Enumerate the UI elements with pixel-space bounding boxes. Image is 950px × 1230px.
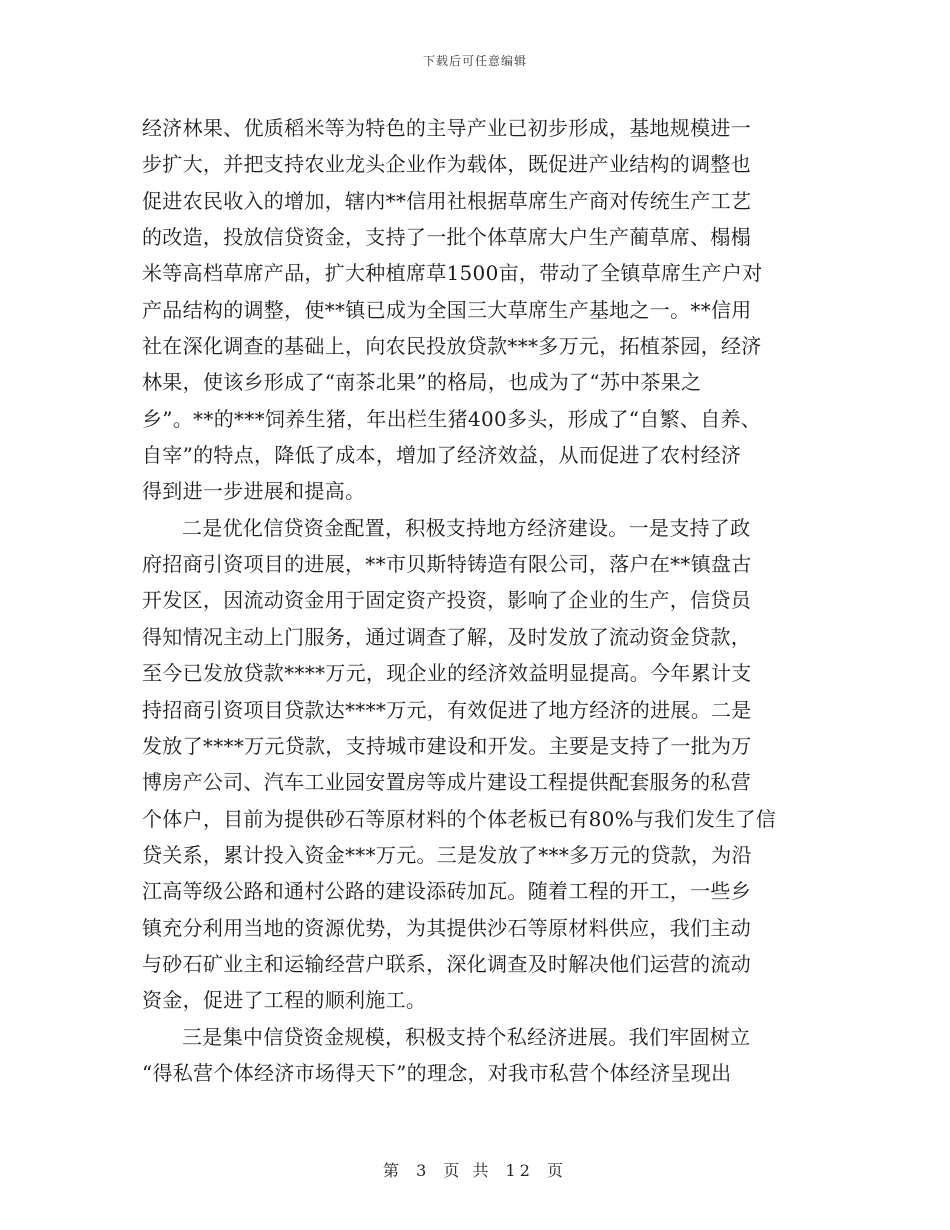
text-line: 府招商引资项目的进展，**市贝斯特铸造有限公司，落户在**镇盘古 <box>142 552 752 577</box>
text-line: 促进农民收入的增加，辖内**信用社根据草席生产商对传统生产工艺 <box>142 188 752 213</box>
text-line: 三是集中信贷资金规模，积极支持个私经济进展。我们牢固树立 <box>182 1024 751 1049</box>
text-line: 博房产公司、汽车工业园安置房等成片建设工程提供配套服务的私营 <box>142 770 751 795</box>
page-footer <box>0 1158 950 1181</box>
text-line: 发放了****万元贷款，支持城市建设和开发。主要是支持了一批为万 <box>142 733 752 758</box>
text-line: 产品结构的调整，使**镇已成为全国三大草席生产基地之一。**信用 <box>142 297 752 322</box>
text-line: 至今已发放贷款****万元，现企业的经济效益明显提高。今年累计支 <box>142 661 752 686</box>
text-line: 与砂石矿业主和运输经营户联系，深化调查及时解决他们运营的流动 <box>142 951 751 976</box>
text-line: 社在深化调查的基础上，向农民投放贷款***多万元，拓植茶园，经济 <box>142 334 762 359</box>
text-line: 经济林果、优质稻米等为特色的主导产业已初步形成，基地规模进一 <box>142 116 751 140</box>
footer-prefix: 第 <box>382 1161 403 1180</box>
text-line: 贷关系，累计投入资金***万元。三是发放了***多万元的贷款，为沿 <box>142 842 752 867</box>
text-line: 林果，使该乡形成了“南茶北果”的格局，也成为了“苏中茶果之 <box>142 370 702 395</box>
text-line: 步扩大，并把支持农业龙头企业作为载体，既促进产业结构的调整也 <box>142 152 751 177</box>
text-line: 二是优化信贷资金配置，积极支持地方经济建设。一是支持了政 <box>182 515 751 540</box>
footer-page-number: 3 <box>416 1161 431 1180</box>
text-line: 得知情况主动上门服务，通过调查了解，及时发放了流动资金贷款， <box>142 624 751 649</box>
text-line: 资金，促进了工程的顺利施工。 <box>142 988 427 1013</box>
footer-middle: 页 共 <box>443 1161 493 1180</box>
text-line: 自宰”的特点，降低了成本，增加了经济效益，从而促进了农村经济 <box>142 443 742 468</box>
text-line: “得私营个体经济市场得天下”的理念，对我市私营个体经济呈现出 <box>142 1060 732 1085</box>
text-line: 米等高档草席产品，扩大种植席草1500亩，带动了全镇草席生产户对 <box>142 261 763 286</box>
text-line: 镇充分利用当地的资源优势，为其提供沙石等原材料供应，我们主动 <box>142 915 751 940</box>
body-text <box>142 110 822 1091</box>
footer-suffix: 页 <box>547 1161 568 1180</box>
text-line: 个体户，目前为提供砂石等原材料的个体老板已有80%与我们发生了信 <box>142 806 777 831</box>
text-line: 得到进一步进展和提高。 <box>142 479 366 504</box>
text-line: 的改造，投放信贷资金，支持了一批个体草席大户生产蔺草席、榻榻 <box>142 225 751 250</box>
footer-total-pages: 12 <box>505 1161 534 1180</box>
text-line: 江高等级公路和通村公路的建设添砖加瓦。随着工程的开工，一些乡 <box>142 879 751 904</box>
text-line: 乡”。**的***饲养生猪，年出栏生猪400多头，形成了“自繁、自养、 <box>142 406 762 431</box>
text-line: 持招商引资项目贷款达****万元，有效促进了地方经济的进展。二是 <box>142 697 752 722</box>
header-note: 下载后可任意编辑 <box>422 54 527 68</box>
text-line: 开发区，因流动资金用于固定资产投资，影响了企业的生产，信贷员 <box>142 588 751 613</box>
